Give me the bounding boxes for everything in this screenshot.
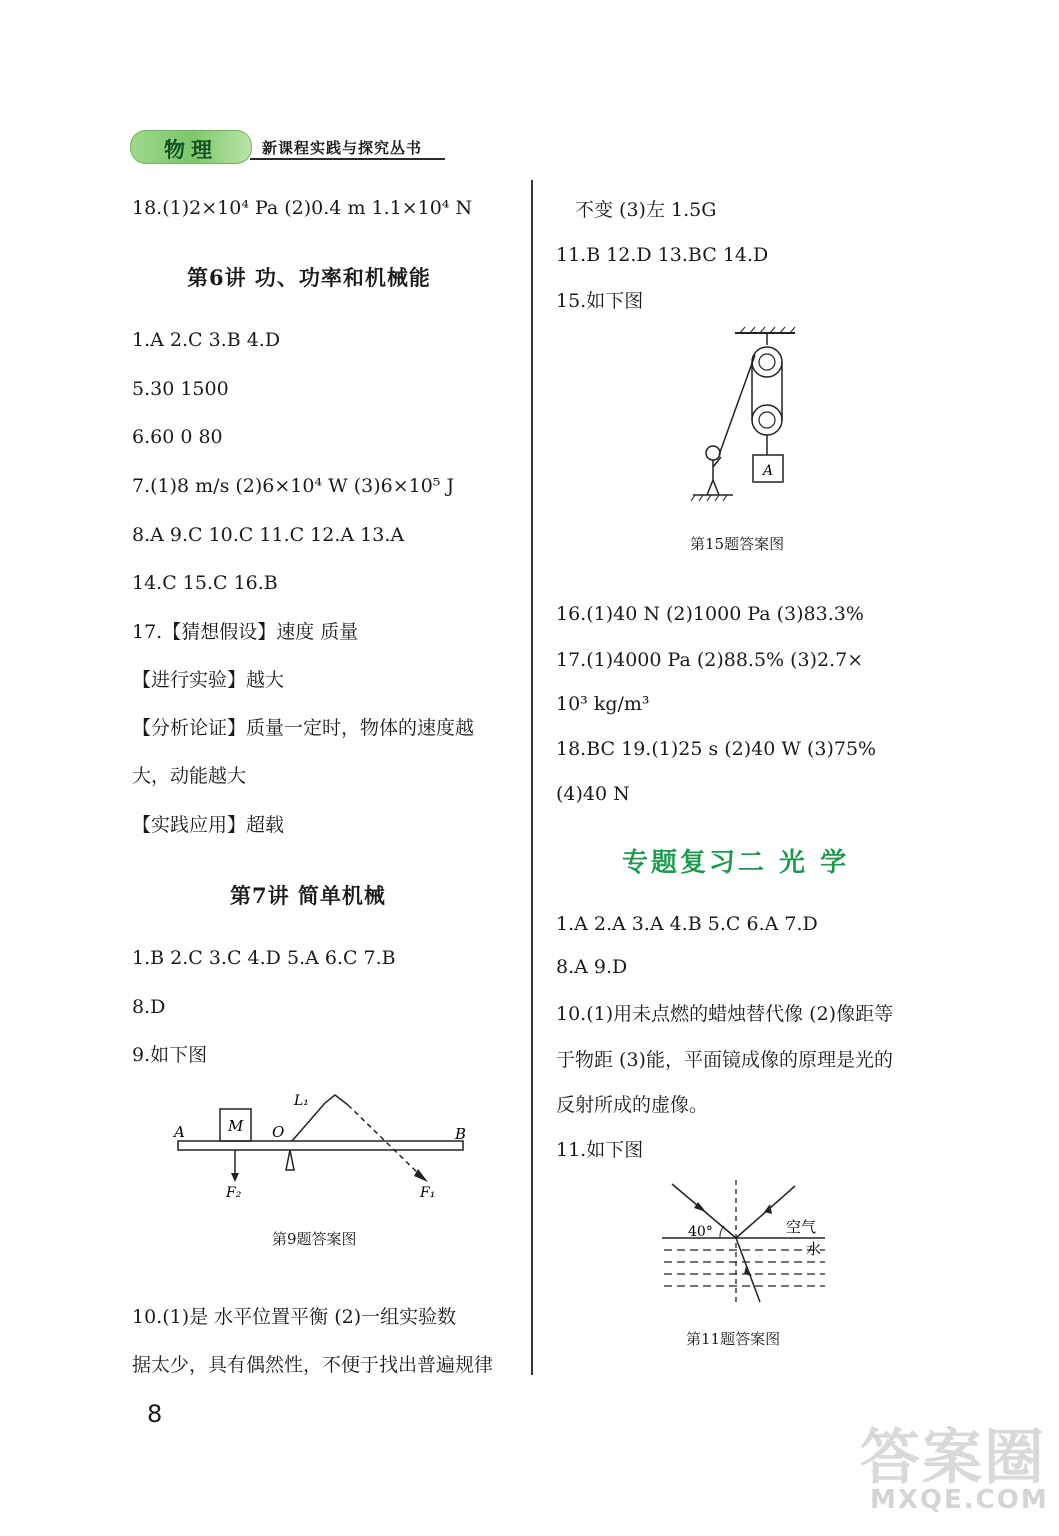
answer-q18: 18.(1)2×10⁴ Pa (2)0.4 m 1.1×10⁴ N bbox=[132, 197, 473, 219]
lecture6-line-8: 【进行实验】越大 bbox=[132, 669, 285, 691]
lecture6-line-10: 大，动能越大 bbox=[132, 765, 247, 787]
right-line-2: 11.B 12.D 13.BC 14.D bbox=[556, 244, 769, 266]
label-l1: L₁ bbox=[294, 1093, 309, 1109]
lecture7-title: 第7讲 简单机械 bbox=[230, 883, 386, 908]
load-label: A bbox=[763, 463, 774, 479]
right-mid-3: 10³ kg/m³ bbox=[556, 693, 650, 715]
figure11-caption: 第11题答案图 bbox=[686, 1330, 781, 1348]
right-line-1: 不变 (3)左 1.5G bbox=[575, 199, 717, 221]
lecture7-line-1: 1.B 2.C 3.C 4.D 5.A 6.C 7.B bbox=[132, 947, 396, 969]
figure9-caption: 第9题答案图 bbox=[272, 1230, 357, 1248]
angle-label: 40° bbox=[688, 1224, 713, 1240]
topic-line-6: 11.如下图 bbox=[556, 1139, 644, 1161]
lecture6-line-3: 6.60 0 80 bbox=[132, 426, 223, 448]
label-f2: F₂ bbox=[226, 1185, 242, 1201]
page-number: 8 bbox=[147, 1400, 163, 1428]
header-rule bbox=[250, 158, 445, 160]
person-head bbox=[706, 446, 720, 460]
subject-badge bbox=[130, 130, 252, 164]
topic-title: 专题复习二 光 学 bbox=[622, 848, 850, 878]
lecture6-line-4: 7.(1)8 m/s (2)6×10⁴ W (3)6×10⁵ J bbox=[132, 475, 455, 497]
air-label: 空气 bbox=[786, 1218, 817, 1236]
lever-diagram bbox=[170, 1085, 480, 1205]
pulley-diagram bbox=[685, 325, 805, 505]
watermark-logo: 答案圈 bbox=[860, 1423, 1046, 1493]
column-divider bbox=[531, 180, 533, 1375]
lecture6-line-6: 14.C 15.C 16.B bbox=[132, 572, 278, 594]
lecture7-line-3: 9.如下图 bbox=[132, 1044, 208, 1066]
topic-line-3: 10.(1)用未点燃的蜡烛替代像 (2)像距等 bbox=[556, 1003, 894, 1025]
topic-line-4: 于物距 (3)能，平面镜成像的原理是光的 bbox=[556, 1049, 893, 1071]
refraction-diagram bbox=[660, 1180, 830, 1310]
lecture6-line-7: 17.【猜想假设】速度 质量 bbox=[132, 621, 359, 643]
lecture6-title: 第6讲 功、功率和机械能 bbox=[187, 265, 431, 290]
right-mid-5: (4)40 N bbox=[556, 783, 630, 805]
label-a: A bbox=[174, 1123, 185, 1141]
rope bbox=[719, 355, 755, 455]
right-mid-2: 17.(1)4000 Pa (2)88.5% (3)2.7× bbox=[556, 649, 864, 671]
fixed-pulley bbox=[752, 347, 782, 377]
watermark-url: MXQE.COM bbox=[870, 1485, 1049, 1515]
lecture7-line-2: 8.D bbox=[132, 996, 166, 1018]
lecture6-line-1: 1.A 2.C 3.B 4.D bbox=[132, 329, 281, 351]
lecture7-after-2: 据太少，具有偶然性，不便于找出普遍规律 bbox=[132, 1354, 494, 1376]
label-b: B bbox=[455, 1125, 467, 1143]
subject-label: 物理 bbox=[164, 138, 218, 162]
label-m: M bbox=[228, 1117, 244, 1135]
lecture6-line-2: 5.30 1500 bbox=[132, 378, 229, 400]
lever-bar bbox=[178, 1141, 463, 1150]
topic-line-5: 反射所成的虚像。 bbox=[556, 1094, 709, 1116]
topic-line-1: 1.A 2.A 3.A 4.B 5.C 6.A 7.D bbox=[556, 913, 818, 935]
series-title: 新课程实践与探究丛书 bbox=[262, 139, 423, 157]
force-f2-arrow bbox=[231, 1173, 239, 1182]
lecture6-line-5: 8.A 9.C 10.C 11.C 12.A 13.A bbox=[132, 524, 405, 546]
topic-line-2: 8.A 9.D bbox=[556, 956, 628, 978]
right-mid-1: 16.(1)40 N (2)1000 Pa (3)83.3% bbox=[556, 603, 864, 625]
right-mid-4: 18.BC 19.(1)25 s (2)40 W (3)75% bbox=[556, 738, 877, 760]
lecture6-line-11: 【实践应用】超载 bbox=[132, 814, 285, 836]
label-f1: F₁ bbox=[420, 1185, 436, 1201]
right-line-3: 15.如下图 bbox=[556, 290, 644, 312]
movable-pulley bbox=[752, 405, 782, 435]
fulcrum bbox=[286, 1150, 294, 1170]
label-o: O bbox=[272, 1123, 285, 1141]
water-label: 水 bbox=[806, 1240, 822, 1258]
lecture7-after-1: 10.(1)是 水平位置平衡 (2)一组实验数 bbox=[132, 1306, 457, 1328]
figure15-caption: 第15题答案图 bbox=[690, 535, 785, 553]
lecture6-line-9: 【分析论证】质量一定时，物体的速度越 bbox=[132, 717, 475, 739]
